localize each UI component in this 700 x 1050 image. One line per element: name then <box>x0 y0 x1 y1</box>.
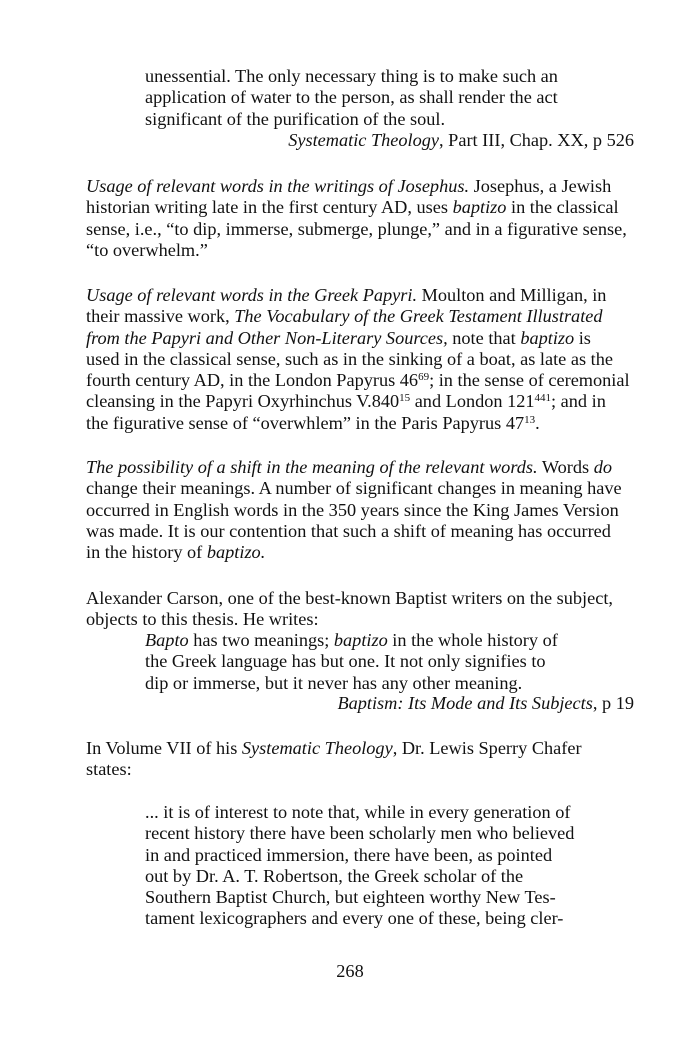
page-number: 268 <box>336 961 364 981</box>
paragraph-carson <box>86 588 613 631</box>
paragraph-line: “to overwhelm.” <box>86 239 208 260</box>
book-title: The Vocabulary of the Greek Testament Illustrated <box>234 306 603 327</box>
quote-line: in and practiced immersion, there have been, as pointed <box>145 844 553 865</box>
quote-line: significant of the purification of the soul. <box>145 108 446 129</box>
section-heading: Usage of relevant words in the writings of Josephus. <box>86 176 470 196</box>
book-title: from the Papyri and Other Non-Literary Sources, <box>86 327 448 348</box>
block-quote-3 <box>145 802 574 930</box>
paragraph-line: used in the classical sense, such as in the sinking of a boat, as late as the <box>86 348 613 369</box>
paragraph-shift <box>86 457 622 563</box>
quote-line: recent history there have been scholarly men who believed <box>145 823 575 844</box>
paragraph-line: In Volume VII of his Systematic Theology, Dr. Lewis Sperry Chafer <box>86 738 582 758</box>
paragraph-line: cleansing in the Papyri Oxyrhinchus V.840$^{15}$ and London $121^{441}$; and in <box>86 391 606 412</box>
footnote-ref: 69 <box>418 371 430 384</box>
citation-detail: , Part III, Chap. XX, p 526 <box>439 130 634 150</box>
citation-title: Systematic Theology <box>288 130 440 150</box>
quote-line: Southern Baptist Church, but eighteen worthy New Tes- <box>145 887 556 908</box>
paragraph-line: occurred in English words in the 350 years since the King James Version <box>86 499 619 520</box>
quote-line: tament lexicographers and every one of these, being cler- <box>145 908 564 929</box>
paragraph-line: their massive work, The Vocabulary of the Greek Testament Illustrated <box>86 306 603 327</box>
footnote-ref: 441 <box>534 392 552 405</box>
paragraph-line: Alexander Carson, one of the best-known Baptist writers on the subject, <box>86 588 613 608</box>
paragraph-line: Usage of relevant words in the writings of Josephus. Josephus, a Jewish <box>86 176 612 196</box>
book-title: Systematic Theology <box>241 738 393 758</box>
section-heading: The possibility of a shift in the meaning of the relevant words. <box>86 457 538 477</box>
quote-line: dip or immerse, but it never has any other meaning. <box>145 672 523 693</box>
section-heading: Usage of relevant words in the Greek Papyri. <box>86 285 418 305</box>
quote-line: Bapto has two meanings; baptizo in the whole history of <box>145 630 558 650</box>
block-quote-2 <box>145 630 558 694</box>
paragraph-line: in the history of baptizo. <box>86 542 266 563</box>
quote-line: unessential. The only necessary thing is to make such an <box>145 66 558 86</box>
quote-line: ... it is of interest to note that, while in every generation of <box>145 802 571 822</box>
paragraph-line: fourth century AD, in the London Papyrus $46^{69}$; in the sense of ceremonial <box>86 370 630 391</box>
quote-2-citation <box>337 693 634 714</box>
paragraph-line: change their meanings. A number of significant changes in meaning have <box>86 478 622 499</box>
paragraph-papyri <box>86 285 630 434</box>
paragraph-chafer <box>86 738 582 781</box>
paragraph-line: from the Papyri and Other Non-Literary Sources, note that baptizo is <box>86 327 591 348</box>
quote-line: out by Dr. A. T. Robertson, the Greek scholar of the <box>145 865 524 886</box>
paragraph-line: objects to this thesis. He writes: <box>86 609 319 630</box>
paragraph-line: states: <box>86 759 132 780</box>
footnote-ref: 15 <box>399 392 411 405</box>
quote-line: the Greek language has but one. It not only signifies to <box>145 651 546 672</box>
paragraph-line: was made. It is our contention that such a shift of meaning has occurred <box>86 520 611 541</box>
paragraph-line: the figurative sense of “overwhlem” in the Paris Papyrus $47^{13}$. <box>86 412 540 433</box>
quote-line: application of water to the person, as shall render the act <box>145 87 558 108</box>
footnote-ref: 13 <box>524 413 536 426</box>
paragraph-line: The possibility of a shift in the meaning of the relevant words. Words do <box>86 457 612 477</box>
quote-1-citation <box>288 130 634 151</box>
paragraph-line: sense, i.e., “to dip, immerse, submerge, plunge,” and in a figurative sense, <box>86 218 627 239</box>
citation-detail: , p 19 <box>592 693 634 713</box>
paragraph-josephus <box>86 176 627 261</box>
block-quote-1 <box>145 66 558 130</box>
paragraph-line: historian writing late in the first century AD, uses baptizo in the classical <box>86 197 619 218</box>
paragraph-line: Usage of relevant words in the Greek Papyri. Moulton and Milligan, in <box>86 285 607 305</box>
citation-title: Baptism: Its Mode and Its Subjects <box>337 693 593 713</box>
